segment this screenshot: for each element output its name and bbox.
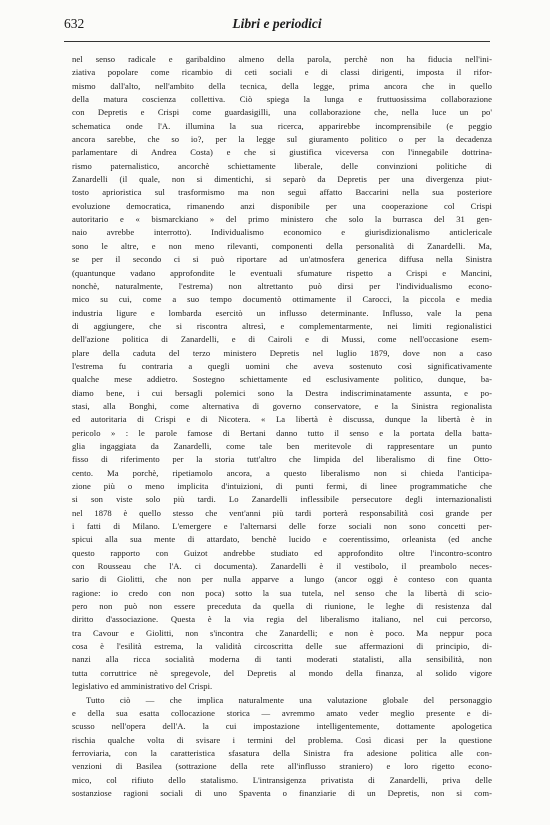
text-line: nanzi alla ricca socialità moderna di tanti moderati statalisti, alla sensibilità, non bbox=[72, 654, 492, 665]
text-line: con Rousseau che l'A. ci documenta). Zanardelli è il vestibolo, il preambolo neces- bbox=[72, 561, 492, 572]
text-line: diritto d'associazione. Questa è la via regia del liberalismo italiano, nel cui percorso, bbox=[72, 614, 492, 625]
text-line: mismo dall'alto, nell'ambito della tecnica, della legge, prima ancora che in quello bbox=[72, 80, 492, 91]
text-line: si son viste solo più tardi. Lo Zanardelli inflessibile persecutore degli internazionalisti bbox=[72, 494, 492, 505]
text-line: spicui alla sua mente di attardato, benchè lucido e coerentissimo, orleanista (ed anche bbox=[72, 534, 492, 545]
text-line: pero non può non essere preceduta da quella di riunione, le leghe di resistenza dal bbox=[72, 601, 492, 612]
text-line: nel senso radicale e garibaldino almeno della parola, perchè non ha fiducia nell'ini- bbox=[72, 54, 492, 64]
text-line: ferroviaria, con la caratteristica sfasatura della Sinistra fra adesione politica alle con- bbox=[72, 747, 492, 758]
text-line: venzioni di Basilea (sottrazione della rete all'influsso straniero) e loro rigetto econo- bbox=[72, 761, 492, 772]
text-line: l'estrema fu contraria a quegli uomini che aveva sostenuto così significativamente bbox=[72, 360, 492, 371]
text-line: glia ingaggiata da Zanardelli, come tale ben meritevole di rappresentare un punto bbox=[72, 440, 492, 451]
text-line: evoluzione democratica, rimanendo anzi disponibile per una cooperazione col Crispi bbox=[72, 200, 492, 211]
text-line: dell'azione politica di Zanardelli, e di Cairoli e di Mussi, come nell'occasione esem- bbox=[72, 334, 492, 345]
text-line: Tutto ciò — che implica naturalmente una valutazione globale del personaggio bbox=[86, 694, 492, 705]
text-line: Zanardelli (il quale, non si dimentichi, si separò da Depretis per una divergenza piut- bbox=[72, 174, 492, 185]
text-line: pericolo » : le parole famose di Bertani danno tutto il senso e la portata della batta- bbox=[72, 427, 492, 438]
text-line: fisso di riferimento per la storia tutt'altro che limpida del liberalismo di fine Otto- bbox=[72, 454, 492, 465]
text-line: industria ligure e lombarda esercitò un influsso determinante. Influsso, vale la pena bbox=[72, 307, 492, 318]
text-line: tutta corruttrice nè spregevole, del Depretis al mondo della finanza, al solido vigore bbox=[72, 667, 492, 678]
text-line: naio avrebbe interrotto). Individualismo economico e giurisdizionalismo anticlericale bbox=[72, 227, 492, 238]
text-line: sostanziose ragioni sociali di uno Spaventa o finanziarie di un Depretis, non si com- bbox=[72, 787, 492, 798]
text-line: qualche mese addietro. Sostegno schiettamente ed esclusivamente politico, dunque, ba- bbox=[72, 374, 492, 385]
text-line: ragione: io credo con non poca) sotto la sua tutela, nel senso che la libertà di scio- bbox=[72, 587, 492, 598]
header-rule bbox=[64, 41, 490, 42]
text-line: cento. Ma porchè, ripetiamolo ancora, a questo liberalismo non si chieda l'anticipa- bbox=[72, 467, 492, 478]
text-line: zione più o meno implicita d'intuizioni, di punti fermi, di linee programmatiche che bbox=[72, 481, 492, 491]
text-line: nonchè, naturalmente, l'estrema) non altrettanto può dirsi per l'individualismo econo- bbox=[72, 280, 492, 291]
text-line: rischia qualche volta di svisare i termini del problema. Così dicasi per la questione bbox=[72, 734, 492, 745]
text-line: plare della caduta del terzo ministero Depretis nel luglio 1879, dove non a caso bbox=[72, 347, 492, 358]
text-line: con Depretis e Crispi come guardasigilli, una collaborazione che, nella luce un po' bbox=[72, 107, 492, 118]
text-line: tra Cavour e Giolitti, non s'incontra che Zanardelli; e non è poco. Ma neppur poca bbox=[72, 627, 492, 638]
text-line: schematica onde l'A. illumina la sua ricerca, apparirebbe incomprensibile (e peggio bbox=[72, 120, 492, 131]
text-line: sono le altre, e non meno rilevanti, componenti della personalità di Zanardelli. Ma, bbox=[72, 240, 492, 251]
text-line: e della sua esatta collocazione storica — avremmo amato veder meglio presente e di- bbox=[72, 707, 492, 718]
text-line: rismo paternalistico, ancorchè schiettamente liberale, delle convinzioni politiche di bbox=[72, 160, 492, 171]
text-line: mico, col rifiuto dello statalismo. L'intransigenza privatista di Zanardelli, priva delle bbox=[72, 774, 492, 785]
text-line: diamo bene, i cui bersagli polemici sono la Destra indiscriminatamente assunta, e po- bbox=[72, 387, 492, 398]
text-line: scusso nell'opera dell'A. la cui impostazione intelligentemente, dottamente apologetica bbox=[72, 721, 492, 732]
text-line: (quantunque vadano approfondite le eventuali sfumature rispetto a Crispi e Mancini, bbox=[72, 267, 492, 278]
text-line: parlamentare di Andrea Costa) e che si giustifica viceversa con l'innegabile dottrina- bbox=[72, 147, 492, 158]
text-line: i fatti di Milano. L'emergere e l'alternarsi delle forze sociali non sono concetti per- bbox=[72, 521, 492, 532]
text-line: ancora sarebbe, che so io?, per la legge sul giuramento politico o per la decadenza bbox=[72, 134, 492, 145]
page-header bbox=[64, 16, 490, 36]
text-line: tosto aprioristica sul trasformismo ma non seguì affatto Baccarini nella sua posteriore bbox=[72, 187, 492, 198]
body-text bbox=[72, 53, 492, 800]
text-line: legislativo ed amministrativo del Crispi. bbox=[72, 681, 213, 692]
text-line: ziativa popolare come ricambio di ceti sociali e di classi dirigenti, imposta il rifor- bbox=[72, 67, 492, 78]
text-line: sario di Giolitti, che non per nulla apparve a lungo (ancor oggi è conteso con quanta bbox=[72, 574, 492, 585]
text-line: nel 1878 è quello stesso che vent'anni più tardi porterà responsabilità così grande per bbox=[72, 507, 492, 518]
text-line: se per il secondo ci si può riportare ad un'atmosfera generica diffusa nella Sinistra bbox=[72, 254, 492, 265]
running-head: Libri e periodici bbox=[232, 16, 322, 31]
text-line: stasi, alla Bonghi, come alternativa di governo conservatore, e la Sinistra regionalista bbox=[72, 400, 492, 411]
text-line: questo rapporto con Guizot andrebbe studiato ed approfondito oltre l'incontro-scontro bbox=[72, 547, 492, 558]
text-line: di aggiungere, che si riscontra altresì, e complementarmente, nei limiti regionalistici bbox=[72, 320, 492, 331]
text-line: autoritario e « bismarckiano » del primo ministero che solo la burrasca del 31 gen- bbox=[72, 214, 492, 225]
text-line: della matura coscienza collettiva. Ciò spiega la lunga e fruttuosissima collaborazione bbox=[72, 94, 492, 105]
page-number: 632 bbox=[64, 16, 85, 31]
text-line: cosa è l'esilità estrema, la validità circoscritta delle sue affermazioni di principio, di- bbox=[72, 641, 492, 652]
text-line: ed autoritaria di Crispi e di Nicotera. « La libertà è discussa, dunque la libertà è in bbox=[72, 414, 492, 425]
text-line: mico su cui, come a suo tempo documentò ottimamente il Carocci, la piccola e media bbox=[72, 294, 492, 305]
